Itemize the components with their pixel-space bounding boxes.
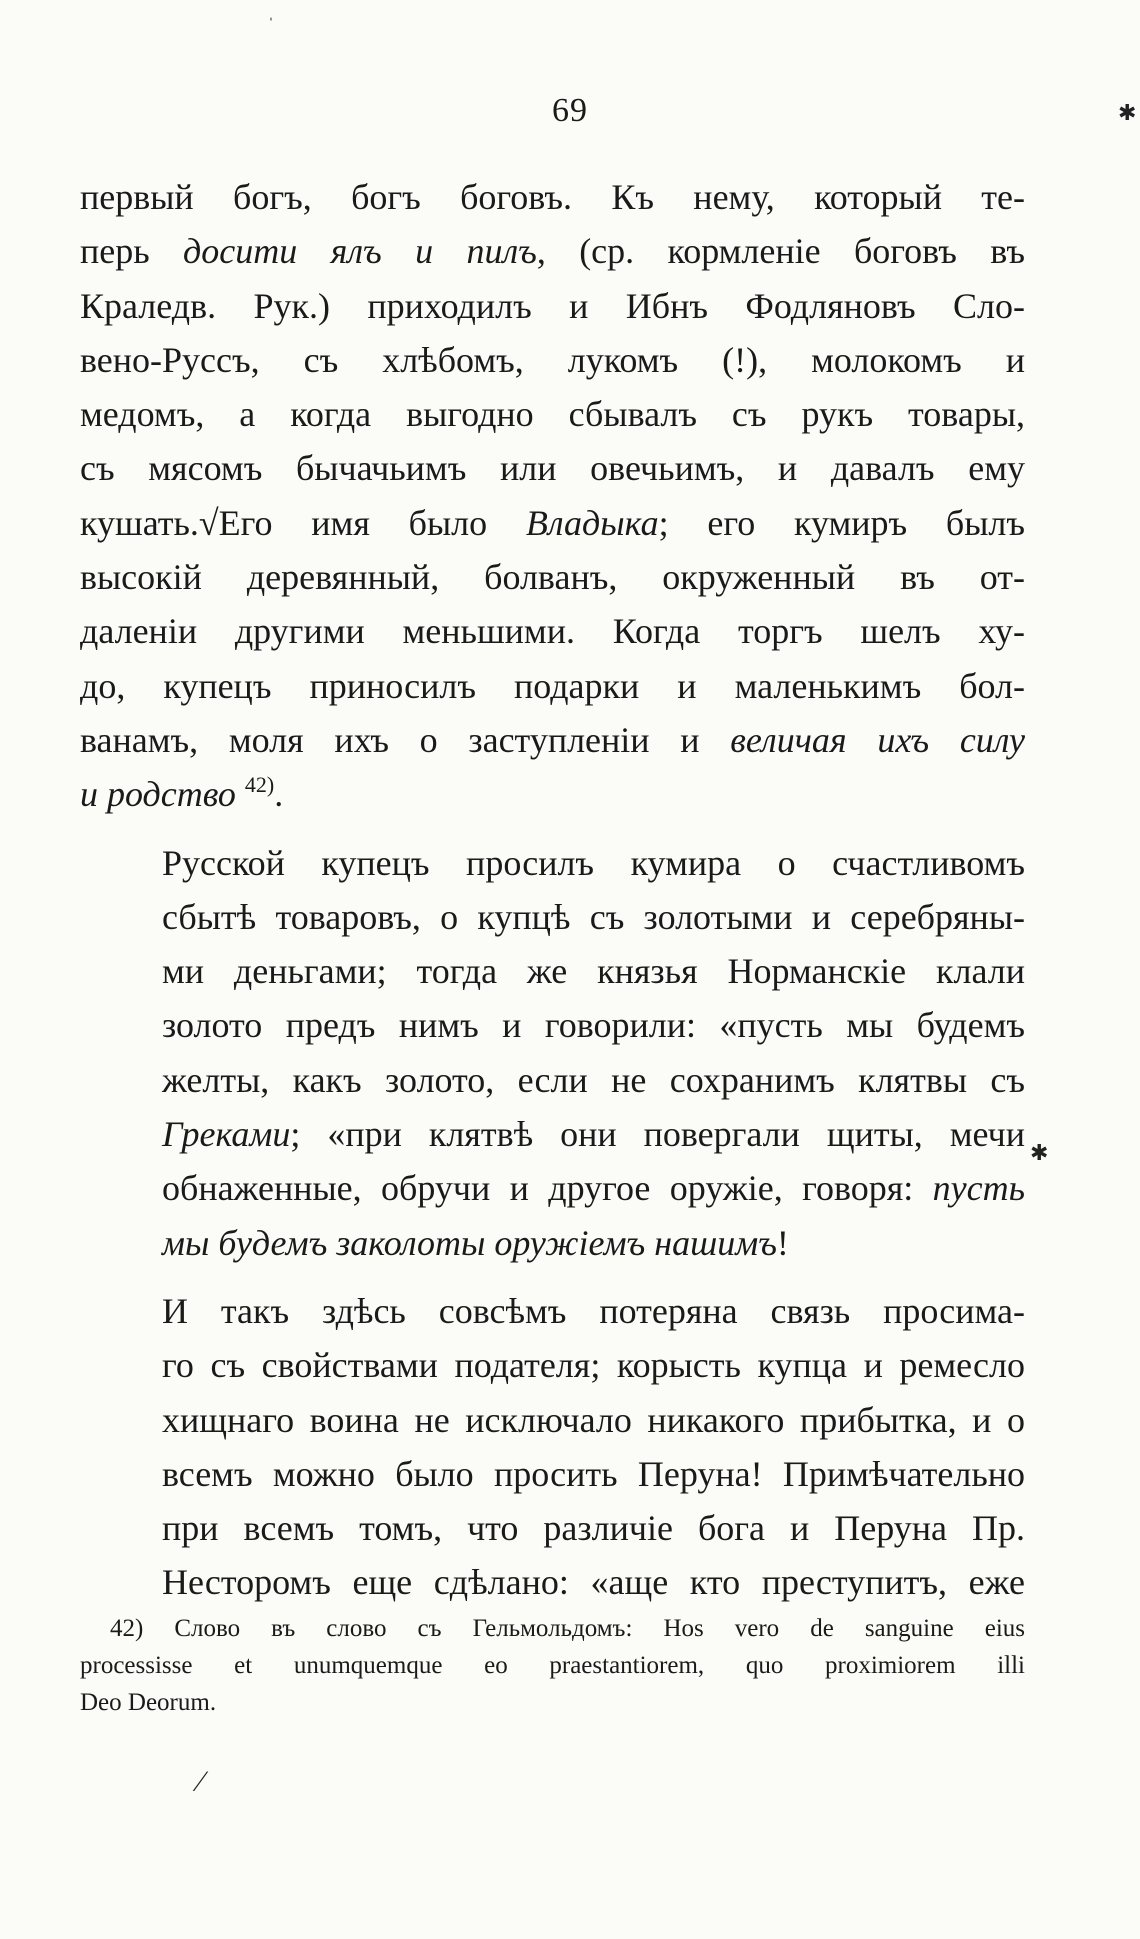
italic-text: мы будемъ заколоты оружіемъ нашимъ xyxy=(162,1222,777,1263)
page-number: 69 xyxy=(552,92,588,129)
text-run: ми деньгами; тогда же князья Норманскіе клали xyxy=(162,951,1025,992)
text-run: ; «при клятвѣ они повергали щиты, мечи xyxy=(290,1114,1025,1155)
text-line xyxy=(80,224,1025,278)
text-line xyxy=(80,659,1025,713)
text-run: первый богъ, богъ боговъ. Къ нему, который те- xyxy=(80,177,1025,217)
text-run: ванамъ, моля ихъ о заступленіи и xyxy=(80,719,731,760)
text-line xyxy=(80,1393,1025,1447)
text-line xyxy=(80,836,1025,890)
text-run: даленіи другими меньшими. Когда торгъ шелъ ху- xyxy=(80,611,1025,652)
text-line xyxy=(80,1555,1025,1609)
text-line xyxy=(80,604,1025,658)
text-line xyxy=(80,1053,1025,1107)
text-line xyxy=(80,170,1025,224)
text-line xyxy=(80,550,1025,604)
text-run: хищнаго воина не исключало никакого прибытка, и о xyxy=(162,1399,1025,1440)
text-run: И такъ здѣсь совсѣмъ потеряна связь просима- xyxy=(162,1290,1025,1331)
text-line xyxy=(80,1216,1025,1270)
margin-mark: ✱ xyxy=(1118,100,1137,125)
text-line xyxy=(80,767,1025,821)
body-text xyxy=(80,170,1025,1610)
footnote-line: Deo Deorum. xyxy=(80,1689,217,1716)
text-run: Краледв. Рук.) приходилъ и Ибнъ Фодляновъ Сло- xyxy=(80,285,1025,326)
text-run: при всемъ томъ, что различіе бога и Перуна Пр. xyxy=(162,1508,1025,1549)
text-run: , (ср. кормленіе боговъ въ xyxy=(536,231,1025,272)
text-line xyxy=(80,1447,1025,1501)
text-line xyxy=(80,1501,1025,1555)
text-run: сбытѣ товаровъ, о купцѣ съ золотыми и серебряны- xyxy=(162,896,1025,937)
text-run: съ мясомъ бычачьимъ или овечьимъ, и давалъ ему xyxy=(80,448,1025,489)
text-line xyxy=(80,387,1025,441)
text-line xyxy=(80,1107,1025,1161)
italic-text: досити ялъ и пилъ xyxy=(183,231,537,272)
text-run: обнаженные, обручи и другое оружіе, говоря: xyxy=(162,1168,933,1209)
italic-text: и родство xyxy=(80,774,236,815)
text-run: желты, какъ золото, если не сохранимъ клятвы съ xyxy=(162,1059,1025,1100)
footnote-line: processisse et unumquemque eo praestantiorem, quo proximiorem illi xyxy=(80,1652,1025,1679)
footnote-line: 42) Слово въ слово съ Гельмольдомъ: Hos vero de sanguine eius xyxy=(110,1615,1025,1642)
footnote xyxy=(80,1610,1025,1721)
text-line xyxy=(80,944,1025,998)
text-line xyxy=(80,279,1025,333)
italic-text: Греками xyxy=(162,1114,291,1155)
text-line xyxy=(80,441,1025,495)
text-run: до, купецъ приносилъ подарки и маленькимъ бол- xyxy=(80,665,1025,706)
text-line xyxy=(80,1161,1025,1215)
text-run: ! xyxy=(776,1222,789,1263)
pen-stroke: ⁄ xyxy=(198,1765,204,1798)
margin-mark: ✱ xyxy=(1030,1140,1049,1165)
italic-text: пусть xyxy=(932,1168,1025,1209)
italic-text: Владыка xyxy=(525,502,659,543)
text-run: го съ свойствами подателя; корысть купца и ремесло xyxy=(162,1345,1025,1386)
margin-mark: ˈ xyxy=(268,14,274,34)
text-run: всемъ можно было просить Перуна! Примѣчательно xyxy=(162,1453,1025,1494)
text-run: кушать.√Его имя было xyxy=(80,502,526,543)
text-run: Русской купецъ просилъ кумира о счастливомъ xyxy=(162,842,1025,883)
text-line xyxy=(80,1284,1025,1338)
paragraph xyxy=(80,170,1025,822)
text-line xyxy=(80,333,1025,387)
text-run: перь xyxy=(80,231,184,272)
text-run: медомъ, а когда выгодно сбывалъ съ рукъ товары, xyxy=(80,394,1025,435)
text-line xyxy=(80,890,1025,944)
italic-text: величая ихъ силу xyxy=(730,719,1025,760)
text-line xyxy=(80,713,1025,767)
paragraph xyxy=(80,1284,1025,1610)
text-run: . xyxy=(274,774,284,815)
text-run: вено-Руссъ, съ хлѣбомъ, лукомъ (!), молокомъ и xyxy=(80,339,1025,380)
footnote-ref: 42) xyxy=(244,772,275,798)
text-run: высокій деревянный, болванъ, окруженный въ от- xyxy=(80,557,1025,598)
text-run: ; его кумиръ былъ xyxy=(658,502,1025,543)
paragraph xyxy=(80,836,1025,1270)
text-run: золото предъ нимъ и говорили: «пусть мы будемъ xyxy=(162,1005,1025,1046)
text-line xyxy=(80,496,1025,550)
text-run xyxy=(236,774,245,814)
text-line xyxy=(80,1338,1025,1392)
text-run: Несторомъ еще сдѣлано: «аще кто преступитъ, еже xyxy=(162,1562,1025,1603)
text-line xyxy=(80,998,1025,1052)
